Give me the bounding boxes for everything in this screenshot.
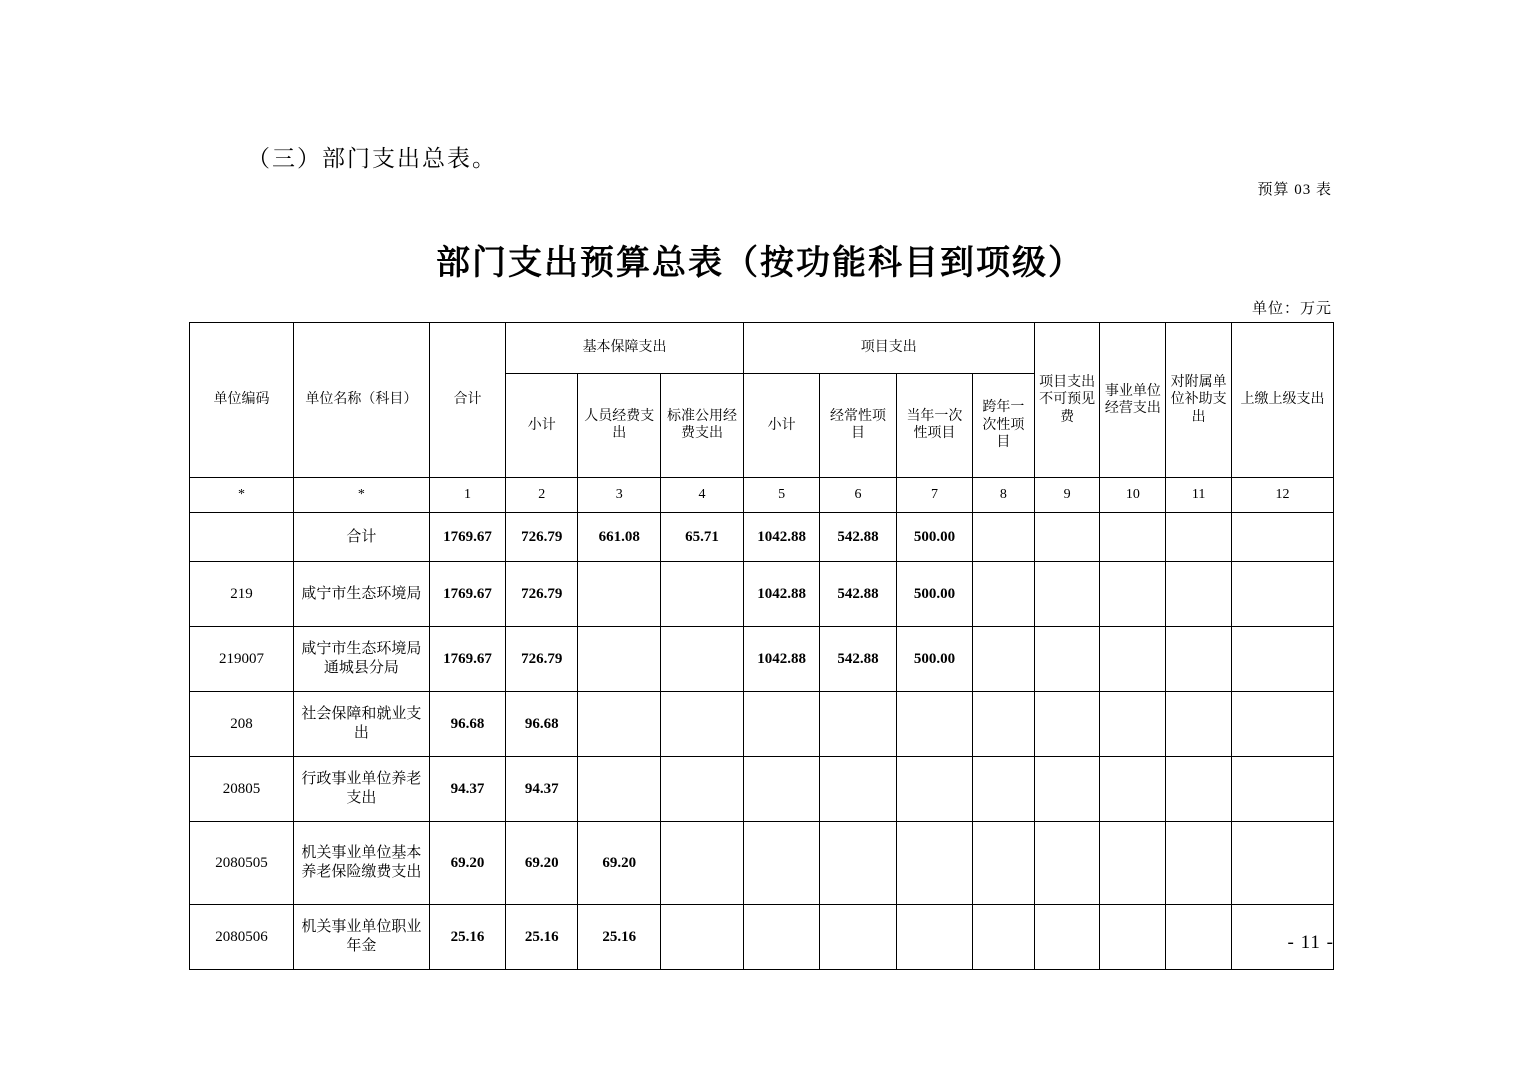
cell-subsidy (1166, 905, 1232, 970)
header-project-subtotal: 小计 (743, 373, 819, 477)
colnum-11: 10 (1100, 478, 1166, 513)
header-remit-upper: 上缴上级支出 (1232, 323, 1334, 478)
cell-subsidy (1166, 562, 1232, 627)
cell-remit-upper (1232, 692, 1334, 757)
cell-remit-upper (1232, 562, 1334, 627)
cell-basic-subtotal: 69.20 (506, 822, 578, 905)
cell-subsidy (1166, 513, 1232, 562)
cell-basic-subtotal: 96.68 (506, 692, 578, 757)
cell-name: 机关事业单位职业年金 (293, 905, 429, 970)
cell-recurring (820, 692, 896, 757)
cell-unforeseen (1034, 627, 1100, 692)
cell-standard-public (661, 692, 744, 757)
cell-code (190, 513, 294, 562)
cell-operating (1100, 692, 1166, 757)
header-subsidy: 对附属单位补助支出 (1166, 323, 1232, 478)
cell-basic-subtotal: 726.79 (506, 627, 578, 692)
cell-personnel: 69.20 (578, 822, 661, 905)
header-standard-public: 标准公用经费支出 (661, 373, 744, 477)
page-number: - 11 - (1287, 932, 1334, 953)
cell-unforeseen (1034, 822, 1100, 905)
colnum-10: 9 (1034, 478, 1100, 513)
cell-name: 咸宁市生态环境局 (293, 562, 429, 627)
table-row (190, 822, 1334, 905)
table-column-number-row (190, 478, 1334, 513)
colnum-4: 3 (578, 478, 661, 513)
colnum-3: 2 (506, 478, 578, 513)
cell-basic-subtotal: 94.37 (506, 757, 578, 822)
cell-onetime-current: 500.00 (896, 627, 972, 692)
cell-project-subtotal: 1042.88 (743, 513, 819, 562)
cell-unforeseen (1034, 757, 1100, 822)
cell-onetime-cross (973, 905, 1035, 970)
cell-onetime-current: 500.00 (896, 513, 972, 562)
cell-name: 行政事业单位养老支出 (293, 757, 429, 822)
header-onetime-current: 当年一次性项目 (896, 373, 972, 477)
cell-personnel (578, 692, 661, 757)
cell-project-subtotal (743, 692, 819, 757)
table-row (190, 513, 1334, 562)
header-unforeseen: 项目支出不可预见费 (1034, 323, 1100, 478)
cell-remit-upper (1232, 822, 1334, 905)
colnum-1: * (293, 478, 429, 513)
cell-total: 94.37 (429, 757, 505, 822)
cell-unforeseen (1034, 692, 1100, 757)
cell-code: 2080505 (190, 822, 294, 905)
cell-standard-public (661, 757, 744, 822)
cell-recurring (820, 905, 896, 970)
colnum-8: 7 (896, 478, 972, 513)
table-row (190, 692, 1334, 757)
header-basic-subtotal: 小计 (506, 373, 578, 477)
cell-code: 219007 (190, 627, 294, 692)
header-basic-group: 基本保障支出 (506, 323, 744, 374)
colnum-7: 6 (820, 478, 896, 513)
header-onetime-cross: 跨年一次性项目 (973, 373, 1035, 477)
cell-project-subtotal (743, 822, 819, 905)
cell-onetime-cross (973, 627, 1035, 692)
cell-basic-subtotal: 25.16 (506, 905, 578, 970)
cell-onetime-current (896, 692, 972, 757)
cell-code: 208 (190, 692, 294, 757)
cell-personnel (578, 757, 661, 822)
cell-personnel: 661.08 (578, 513, 661, 562)
cell-standard-public (661, 822, 744, 905)
header-operating: 事业单位经营支出 (1100, 323, 1166, 478)
cell-standard-public: 65.71 (661, 513, 744, 562)
cell-basic-subtotal: 726.79 (506, 513, 578, 562)
cell-personnel (578, 627, 661, 692)
cell-recurring: 542.88 (820, 562, 896, 627)
cell-subsidy (1166, 627, 1232, 692)
cell-personnel: 25.16 (578, 905, 661, 970)
colnum-12: 11 (1166, 478, 1232, 513)
cell-onetime-current (896, 905, 972, 970)
cell-code: 2080506 (190, 905, 294, 970)
cell-unforeseen (1034, 905, 1100, 970)
section-heading: （三）部门支出总表。 (247, 146, 497, 171)
cell-name: 机关事业单位基本养老保险缴费支出 (293, 822, 429, 905)
cell-remit-upper (1232, 513, 1334, 562)
cell-name: 咸宁市生态环境局通城县分局 (293, 627, 429, 692)
cell-name: 合计 (293, 513, 429, 562)
cell-subsidy (1166, 757, 1232, 822)
cell-total: 69.20 (429, 822, 505, 905)
cell-operating (1100, 905, 1166, 970)
table-header-group-row (190, 323, 1334, 374)
cell-total: 1769.67 (429, 627, 505, 692)
page-title: 部门支出预算总表（按功能科目到项级） (436, 245, 1084, 282)
budget-table (189, 322, 1334, 970)
cell-onetime-cross (973, 757, 1035, 822)
unit-note: 单位：万元 (1251, 301, 1332, 317)
header-personnel: 人员经费支出 (578, 373, 661, 477)
header-unit-name: 单位名称（科目） (293, 323, 429, 478)
cell-total: 96.68 (429, 692, 505, 757)
cell-project-subtotal: 1042.88 (743, 627, 819, 692)
cell-subsidy (1166, 822, 1232, 905)
colnum-13: 12 (1232, 478, 1334, 513)
cell-operating (1100, 822, 1166, 905)
cell-operating (1100, 513, 1166, 562)
cell-recurring: 542.88 (820, 513, 896, 562)
colnum-6: 5 (743, 478, 819, 513)
cell-onetime-cross (973, 513, 1035, 562)
table-row (190, 905, 1334, 970)
cell-total: 1769.67 (429, 562, 505, 627)
cell-onetime-cross (973, 692, 1035, 757)
cell-unforeseen (1034, 562, 1100, 627)
cell-onetime-cross (973, 822, 1035, 905)
cell-total: 1769.67 (429, 513, 505, 562)
colnum-9: 8 (973, 478, 1035, 513)
cell-remit-upper (1232, 627, 1334, 692)
header-recurring: 经常性项目 (820, 373, 896, 477)
cell-unforeseen (1034, 513, 1100, 562)
cell-project-subtotal: 1042.88 (743, 562, 819, 627)
cell-recurring (820, 757, 896, 822)
header-project-group: 项目支出 (743, 323, 1034, 374)
cell-standard-public (661, 627, 744, 692)
cell-onetime-current: 500.00 (896, 562, 972, 627)
cell-basic-subtotal: 726.79 (506, 562, 578, 627)
cell-recurring: 542.88 (820, 627, 896, 692)
table-row (190, 757, 1334, 822)
cell-personnel (578, 562, 661, 627)
cell-remit-upper (1232, 757, 1334, 822)
cell-code: 219 (190, 562, 294, 627)
cell-onetime-cross (973, 562, 1035, 627)
colnum-5: 4 (661, 478, 744, 513)
cell-total: 25.16 (429, 905, 505, 970)
cell-project-subtotal (743, 905, 819, 970)
cell-onetime-current (896, 822, 972, 905)
form-number-label: 预算 03 表 (1257, 182, 1332, 198)
cell-onetime-current (896, 757, 972, 822)
colnum-2: 1 (429, 478, 505, 513)
colnum-0: * (190, 478, 294, 513)
cell-subsidy (1166, 692, 1232, 757)
cell-recurring (820, 822, 896, 905)
table-row (190, 562, 1334, 627)
cell-standard-public (661, 905, 744, 970)
header-total: 合计 (429, 323, 505, 478)
cell-name: 社会保障和就业支出 (293, 692, 429, 757)
cell-operating (1100, 757, 1166, 822)
header-unit-code: 单位编码 (190, 323, 294, 478)
cell-code: 20805 (190, 757, 294, 822)
cell-operating (1100, 562, 1166, 627)
cell-project-subtotal (743, 757, 819, 822)
cell-operating (1100, 627, 1166, 692)
cell-standard-public (661, 562, 744, 627)
table-row (190, 627, 1334, 692)
